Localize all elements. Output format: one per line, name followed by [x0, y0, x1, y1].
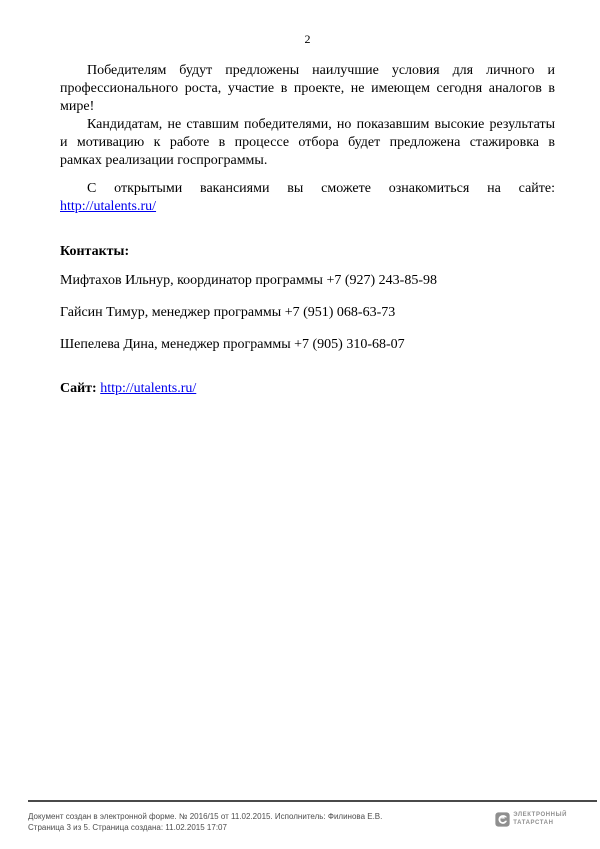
text-line: профессионального роста, участие в проекте, не имеющем сегодня аналогов в [60, 81, 555, 96]
text-line: и мотивацию к работе в процессе отбора будет предложена стажировка в [60, 135, 555, 150]
text-line: Победителям будут предложены наилучшие условия для личного и [87, 63, 555, 78]
contact-gaysin: Гайсин Тимур, менеджер программы +7 (951) 068-63-73 [60, 305, 396, 320]
vacancy-link-line [60, 198, 555, 216]
vacancy-paragraph [60, 180, 555, 216]
logo-text-line1: ЭЛЕКТРОННЫЙ [513, 812, 567, 818]
paragraph-winners [60, 62, 555, 116]
contact-shepeleva: Шепелева Дина, менеджер программы +7 (905) 310-68-07 [60, 337, 405, 352]
page-number: 2 [304, 32, 311, 46]
footer-divider [28, 800, 597, 802]
footer-info-line1: Документ создан в электронной форме. № 2016/15 от 11.02.2015. Исполнитель: Филинова Е.В. [28, 812, 383, 821]
footer-info [28, 811, 448, 833]
vacancy-sentence: С открытыми вакансиями вы сможете ознакомиться на сайте: [87, 181, 555, 196]
text-line: Кандидатам, не ставшим победителями, но показавшим высокие результаты [87, 117, 555, 132]
contacts-heading: Контакты: [60, 244, 130, 259]
text-line: рамках реализации госпрограммы. [60, 153, 268, 168]
footer-info-line2: Страница 3 из 5. Страница создана: 11.02.2015 17:07 [28, 823, 227, 832]
electronic-tatarstan-logo-text [513, 812, 567, 827]
vacancy-link[interactable]: http://utalents.ru/ [60, 199, 157, 214]
contact-miftakhov: Мифтахов Ильнур, координатор программы +7 (927) 243-85-98 [60, 273, 437, 288]
paragraph-candidates [60, 116, 555, 170]
text-line: мире! [60, 99, 95, 114]
site-link[interactable]: http://utalents.ru/ [100, 381, 197, 396]
site-label: Сайт: [60, 381, 97, 396]
document-content [60, 0, 555, 398]
electronic-tatarstan-logo [495, 812, 567, 827]
logo-text-line2: ТАТАРСТАН [513, 819, 554, 826]
site-line [60, 380, 555, 398]
electronic-tatarstan-logo-icon [495, 812, 510, 827]
